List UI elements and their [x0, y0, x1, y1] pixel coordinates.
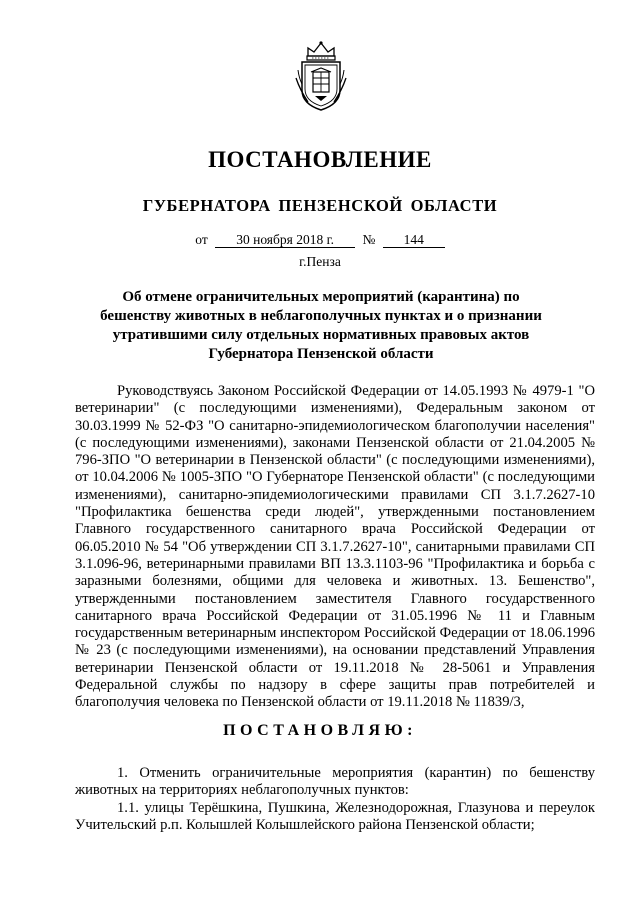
number-sign: № [362, 232, 376, 247]
coat-of-arms-icon [294, 40, 348, 112]
preamble-paragraph: Руководствуясь Законом Российской Федерации от 14.05.1993 № 4979-1 "О ветеринарии" (с последующими изменениями), Федеральным законом от 30.03.1999 № 52-ФЗ "О санитарно-эпидемиологическом благополучии населения" (с последующими изменениями), законами Пензенской области от 21.04.2005 № 796-ЗПО "О ветеринарии в Пензенской области" (с последующими изменениями), от 10.04.2006 № 1005-ЗПО "О Губернаторе Пензенской области" (с последующими изменениями), санитарно-эпидемиологическими правилами СП 3.1.7.2627-10 "Профилактика бешенства среди людей", утвержденными постановлением Главного государственного санитарного врача Российской Федерации от 06.05.2010 № 54 "Об утверждении СП 3.1.7.2627-10", санитарными правилами СП 3.1.096-96, ветеринарными правилами ВП 13.3.1103-96 "Профилактика и борьба с заразными болезнями, общими для человека и животных. 13. Бешенство", утвержденными постановлением заместителя Главного государственного санитарного врача Российской Федерации от 31.05.1996 № 11 и Главным государственным ветеринарным инспектором Российской Федерации от 18.06.1996 № 23 (с последующими изменениями), на основании представлений Управления ветеринарии Пензенской области от 19.11.2018 № 28-5061 и Управления Федеральной службы по надзору в сфере защиты прав потребителей и благополучия человека по Пензенской области от 19.11.2018 № 11839/3, [75, 383, 595, 711]
item-paragraph: 1.1. улицы Терёшкина, Пушкина, Железнодорожная, Глазунова и переулок Учительский р.п. Колышлей Колышлейского района Пензенской области; [75, 800, 595, 834]
document-city: г.Пенза [299, 254, 341, 269]
date-number-line [0, 232, 640, 248]
document-issuer: ГУБЕРНАТОРА ПЕНЗЕНСКОЙ ОБЛАСТИ [142, 196, 498, 215]
decree-word: ПОСТАНОВЛЯЮ: [223, 722, 417, 739]
document-title: ПОСТАНОВЛЕНИЕ [208, 147, 432, 172]
document-heading: Об отмене ограничительных мероприятий (карантина) по бешенству животных в неблагополучных пунктах и о признании утратившими силу отдельных нормативных правовых актов Губернатора Пензенской области [100, 289, 542, 362]
date-prefix: от [195, 232, 208, 247]
document-date: 30 ноября 2018 г. [215, 233, 355, 248]
document-number: 144 [383, 233, 445, 248]
item-paragraph: 1. Отменить ограничительные мероприятия (карантин) по бешенству животных на территориях неблагополучных пунктов: [75, 765, 595, 799]
